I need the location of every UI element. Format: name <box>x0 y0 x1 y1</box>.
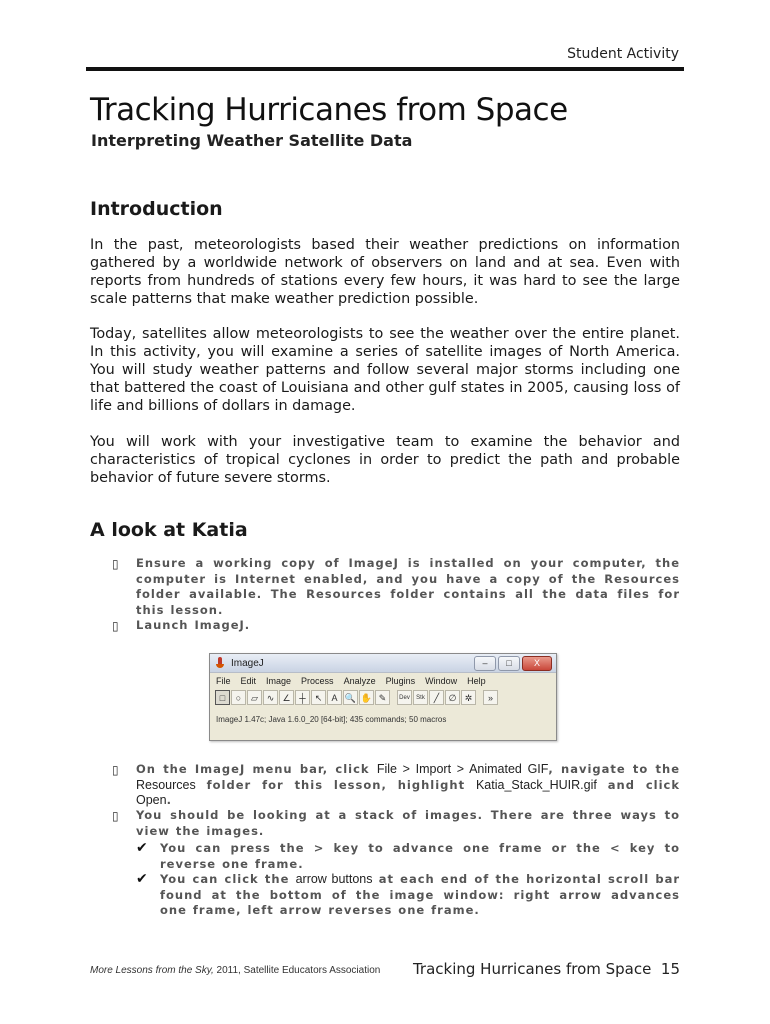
footer-page-info <box>413 960 680 978</box>
intro-paragraph-1: In the past, meteorologists based their weather predictions on information gathered by a worldwide network of observers on land and at sea. Even with reports from hundreds of stations every few hours, it was hard to see the large scale patterns that make weather prediction possible. <box>90 237 680 307</box>
more-tools-icon[interactable]: » <box>483 690 498 705</box>
imagej-microscope-icon <box>215 657 225 669</box>
point-tool-icon[interactable]: ┼ <box>295 690 310 705</box>
freehand-tool-icon[interactable]: ∿ <box>263 690 278 705</box>
introduction-heading: Introduction <box>90 198 223 220</box>
open-button-name: Open <box>136 793 167 807</box>
header-rule <box>86 67 684 71</box>
step-2 <box>112 618 680 634</box>
katia-file-name: Katia_Stack_HUIR.gif <box>475 777 597 792</box>
page-title: Tracking Hurricanes from Space <box>90 92 568 128</box>
imagej-title: ImageJ <box>231 657 264 669</box>
menu-plugins[interactable]: Plugins <box>385 676 416 686</box>
step-4-checklist <box>136 841 680 919</box>
angle-tool-icon[interactable]: ∠ <box>279 690 294 705</box>
text-tool-icon[interactable]: A <box>327 690 342 705</box>
window-controls <box>474 656 552 671</box>
flood-fill-tool-icon[interactable]: ✲ <box>461 690 476 705</box>
checkbox-bullet-icon: ▯ <box>112 619 119 633</box>
check-item-1 <box>136 841 680 872</box>
resources-folder-name: Resources <box>136 777 196 792</box>
step-2-text: Launch ImageJ. <box>136 618 251 632</box>
katia-heading: A look at Katia <box>90 519 248 541</box>
imagej-menubar <box>210 673 556 688</box>
stack-tool-icon[interactable]: Stk <box>413 690 428 705</box>
menu-help[interactable]: Help <box>467 676 486 686</box>
menu-process[interactable]: Process <box>301 676 334 686</box>
checkbox-bullet-icon: ▯ <box>112 557 119 571</box>
imagej-toolbar <box>210 688 556 707</box>
dropper-tool-icon[interactable]: ✎ <box>375 690 390 705</box>
pencil-tool-icon[interactable]: ╱ <box>429 690 444 705</box>
check-item-2-text: You can click the arrow buttons at each end of the horizontal scroll bar found at the bottom of the image window: right arrow advances one frame, left arrow reverses one frame. <box>160 872 681 917</box>
arrow-buttons-label: arrow buttons <box>295 872 373 886</box>
footer-title: Tracking Hurricanes from Space <box>412 960 652 978</box>
header-label: Student Activity <box>567 46 679 62</box>
check-item-1-text: You can press the > key to advance one frame or the < key to reverse one frame. <box>160 841 680 871</box>
menu-file[interactable]: File <box>216 676 231 686</box>
menu-analyze[interactable]: Analyze <box>343 676 376 686</box>
checkmark-icon: ✔ <box>136 871 149 887</box>
rectangle-tool-icon[interactable]: □ <box>215 690 230 705</box>
checkbox-bullet-icon: ▯ <box>112 809 119 823</box>
wand-tool-icon[interactable]: ↖ <box>311 690 326 705</box>
checkmark-icon: ✔ <box>136 840 149 856</box>
brush-tool-icon[interactable]: ∅ <box>445 690 460 705</box>
close-button[interactable]: X <box>522 656 552 671</box>
intro-paragraph-3: You will work with your investigative team to examine the behavior and characteristics of tropical cyclones in order to predict the path and probable behavior of future severe storms. <box>90 434 680 486</box>
step-4-text <box>136 808 680 919</box>
step-4-intro: You should be looking at a stack of images. There are three ways to view the images. <box>136 808 680 838</box>
maximize-button[interactable]: □ <box>498 656 520 671</box>
dev-tool-icon[interactable]: Dev <box>397 690 412 705</box>
step-1-text: Ensure a working copy of ImageJ is installed on your computer, the computer is Internet enabled, and you have a copy of the Resources folder available. The Resources folder contains all the data files for this lesson. <box>136 556 680 617</box>
menu-window[interactable]: Window <box>425 676 458 686</box>
menu-edit[interactable]: Edit <box>240 676 257 686</box>
page-number: 15 <box>660 960 680 978</box>
step-1 <box>112 556 680 618</box>
polygon-tool-icon[interactable]: ▱ <box>247 690 262 705</box>
step-4 <box>112 808 680 919</box>
hand-tool-icon[interactable]: ✋ <box>359 690 374 705</box>
menu-image[interactable]: Image <box>266 676 292 686</box>
page-subtitle: Interpreting Weather Satellite Data <box>91 131 413 150</box>
intro-paragraph-2: Today, satellites allow meteorologists to see the weather over the entire planet. In this activity, you will examine a series of satellite images of North America. You will study weather patterns and follow several major storms including one that battered the coast of Louisiana and other gulf states in 2005, causing loss of life and billions of dollars in damage. <box>90 326 680 414</box>
minimize-button[interactable]: – <box>474 656 496 671</box>
step-3 <box>112 762 680 809</box>
checkbox-bullet-icon: ▯ <box>112 763 119 777</box>
imagej-status-bar: ImageJ 1.47c; Java 1.6.0_20 [64-bit]; 435 commands; 50 macros <box>216 715 447 724</box>
magnifier-tool-icon[interactable]: 🔍 <box>343 690 358 705</box>
imagej-titlebar <box>210 654 556 673</box>
step-3-text: On the ImageJ menu bar, click File > Import > Animated GIF, navigate to the Resources folder for this lesson, highlight Katia_Stack_HUIR.gif and click Open. <box>136 762 681 807</box>
imagej-window <box>209 653 557 741</box>
oval-tool-icon[interactable]: ○ <box>231 690 246 705</box>
menu-path: File > Import > Animated GIF <box>376 762 549 776</box>
check-item-2 <box>136 872 680 919</box>
footer-citation: More Lessons from the Sky, 2011, Satellite Educators Association <box>90 965 381 976</box>
